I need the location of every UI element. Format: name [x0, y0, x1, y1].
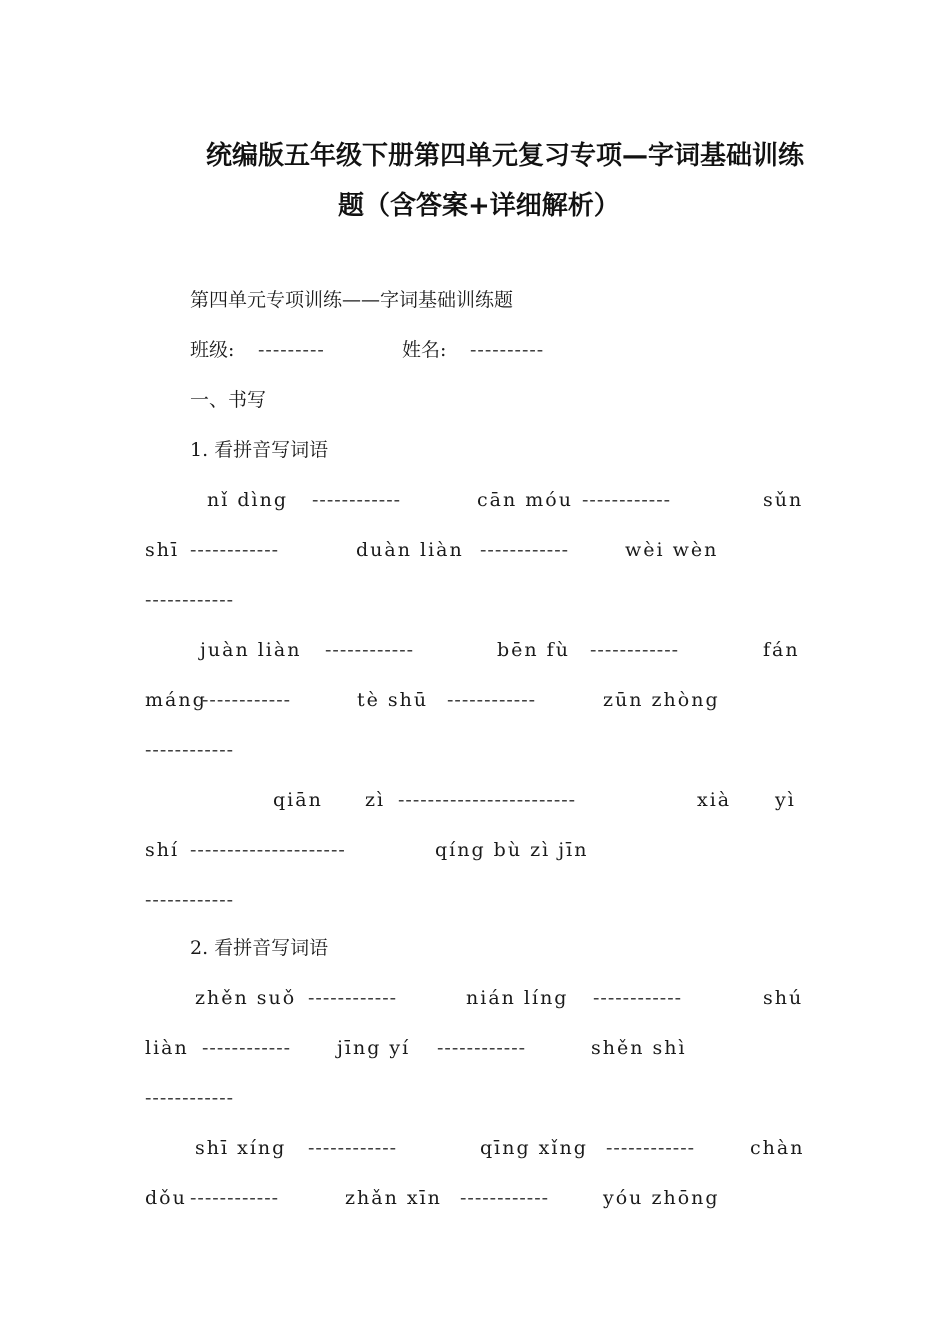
answer-blank: ------------	[312, 489, 402, 511]
pinyin-item: sǔn	[763, 489, 804, 511]
answer-blank: ------------	[325, 639, 415, 661]
section-heading-line	[0, 384, 950, 416]
pinyin-item: shī	[145, 539, 180, 561]
answer-blank: ------------	[437, 1037, 527, 1059]
pinyin-row	[0, 1132, 950, 1164]
doc-title-line1: 统编版五年级下册第四单元复习专项—字词基础训练	[206, 141, 805, 171]
answer-blank: ------------	[308, 1137, 398, 1159]
class-name-line	[0, 334, 950, 366]
pinyin-row	[0, 784, 950, 816]
question-1: 1. 看拼音写词语	[190, 439, 329, 461]
blank-row	[0, 1082, 950, 1114]
section-heading: 一、书写	[190, 389, 267, 411]
pinyin-row	[0, 534, 950, 566]
pinyin-item: shú	[763, 987, 804, 1009]
answer-blank: ------------	[447, 689, 537, 711]
pinyin-row	[0, 1032, 950, 1064]
pinyin-item: juàn liàn	[200, 639, 302, 661]
pinyin-item: nián líng	[466, 987, 569, 1009]
pinyin-item: qíng bù zì jīn	[435, 839, 589, 861]
pinyin-item: fán	[763, 639, 800, 661]
answer-blank: ------------	[202, 689, 292, 711]
pinyin-item: yóu zhōng	[603, 1187, 720, 1209]
pinyin-item: duàn liàn	[356, 539, 464, 561]
pinyin-item: zhěn suǒ	[195, 987, 297, 1009]
answer-blank: ------------	[202, 1037, 292, 1059]
pinyin-item: yì	[775, 789, 796, 811]
answer-blank: ------------	[460, 1187, 550, 1209]
pinyin-item: nǐ dìng	[207, 489, 288, 511]
name-blank: ----------	[470, 339, 545, 361]
answer-blank: ------------------------	[398, 789, 577, 811]
pinyin-row	[0, 484, 950, 516]
answer-blank: ------------	[145, 739, 235, 761]
answer-blank: ------------	[582, 489, 672, 511]
blank-row	[0, 734, 950, 766]
pinyin-item: qīng xǐng	[480, 1137, 588, 1159]
pinyin-row	[0, 982, 950, 1014]
answer-blank: ------------	[190, 539, 280, 561]
answer-blank: ------------	[145, 589, 235, 611]
question-2-line	[0, 932, 950, 964]
pinyin-item: shí	[145, 839, 180, 861]
name-label: 姓名:	[402, 339, 447, 361]
class-blank: ---------	[258, 339, 325, 361]
question-2: 2. 看拼音写词语	[190, 937, 329, 959]
pinyin-row	[0, 684, 950, 716]
pinyin-item: chàn	[750, 1137, 805, 1159]
pinyin-item: máng	[145, 689, 207, 711]
question-1-line	[0, 434, 950, 466]
answer-blank: ------------	[480, 539, 570, 561]
class-label: 班级:	[190, 339, 235, 361]
pinyin-item: bēn fù	[497, 639, 570, 661]
pinyin-item: zhǎn xīn	[345, 1187, 442, 1209]
doc-title-line2: 题（含答案+详细解析）	[338, 191, 620, 221]
answer-blank: ------------	[308, 987, 398, 1009]
pinyin-item: liàn	[145, 1037, 189, 1059]
blank-row	[0, 884, 950, 916]
answer-blank: ------------	[593, 987, 683, 1009]
subtitle-line	[0, 284, 950, 316]
answer-blank: ------------	[190, 1187, 280, 1209]
pinyin-item: zì	[365, 789, 386, 811]
pinyin-item: tè shū	[357, 689, 429, 711]
pinyin-item: xià	[697, 789, 732, 811]
answer-blank: ------------	[145, 1087, 235, 1109]
pinyin-item: shěn shì	[591, 1037, 687, 1059]
answer-blank: ---------------------	[190, 839, 346, 861]
pinyin-item: wèi wèn	[625, 539, 719, 561]
blank-row	[0, 584, 950, 616]
pinyin-row	[0, 834, 950, 866]
answer-blank: ------------	[606, 1137, 696, 1159]
pinyin-item: shī xíng	[195, 1137, 287, 1159]
pinyin-item: cān móu	[477, 489, 573, 511]
pinyin-item: jīng yí	[337, 1037, 411, 1059]
pinyin-item: dǒu	[145, 1187, 187, 1209]
pinyin-item: zūn zhòng	[603, 689, 720, 711]
pinyin-row	[0, 634, 950, 666]
subtitle: 第四单元专项训练——字词基础训练题	[190, 289, 514, 311]
pinyin-row	[0, 1182, 950, 1214]
answer-blank: ------------	[590, 639, 680, 661]
pinyin-item: qiān	[273, 789, 323, 811]
answer-blank: ------------	[145, 889, 235, 911]
